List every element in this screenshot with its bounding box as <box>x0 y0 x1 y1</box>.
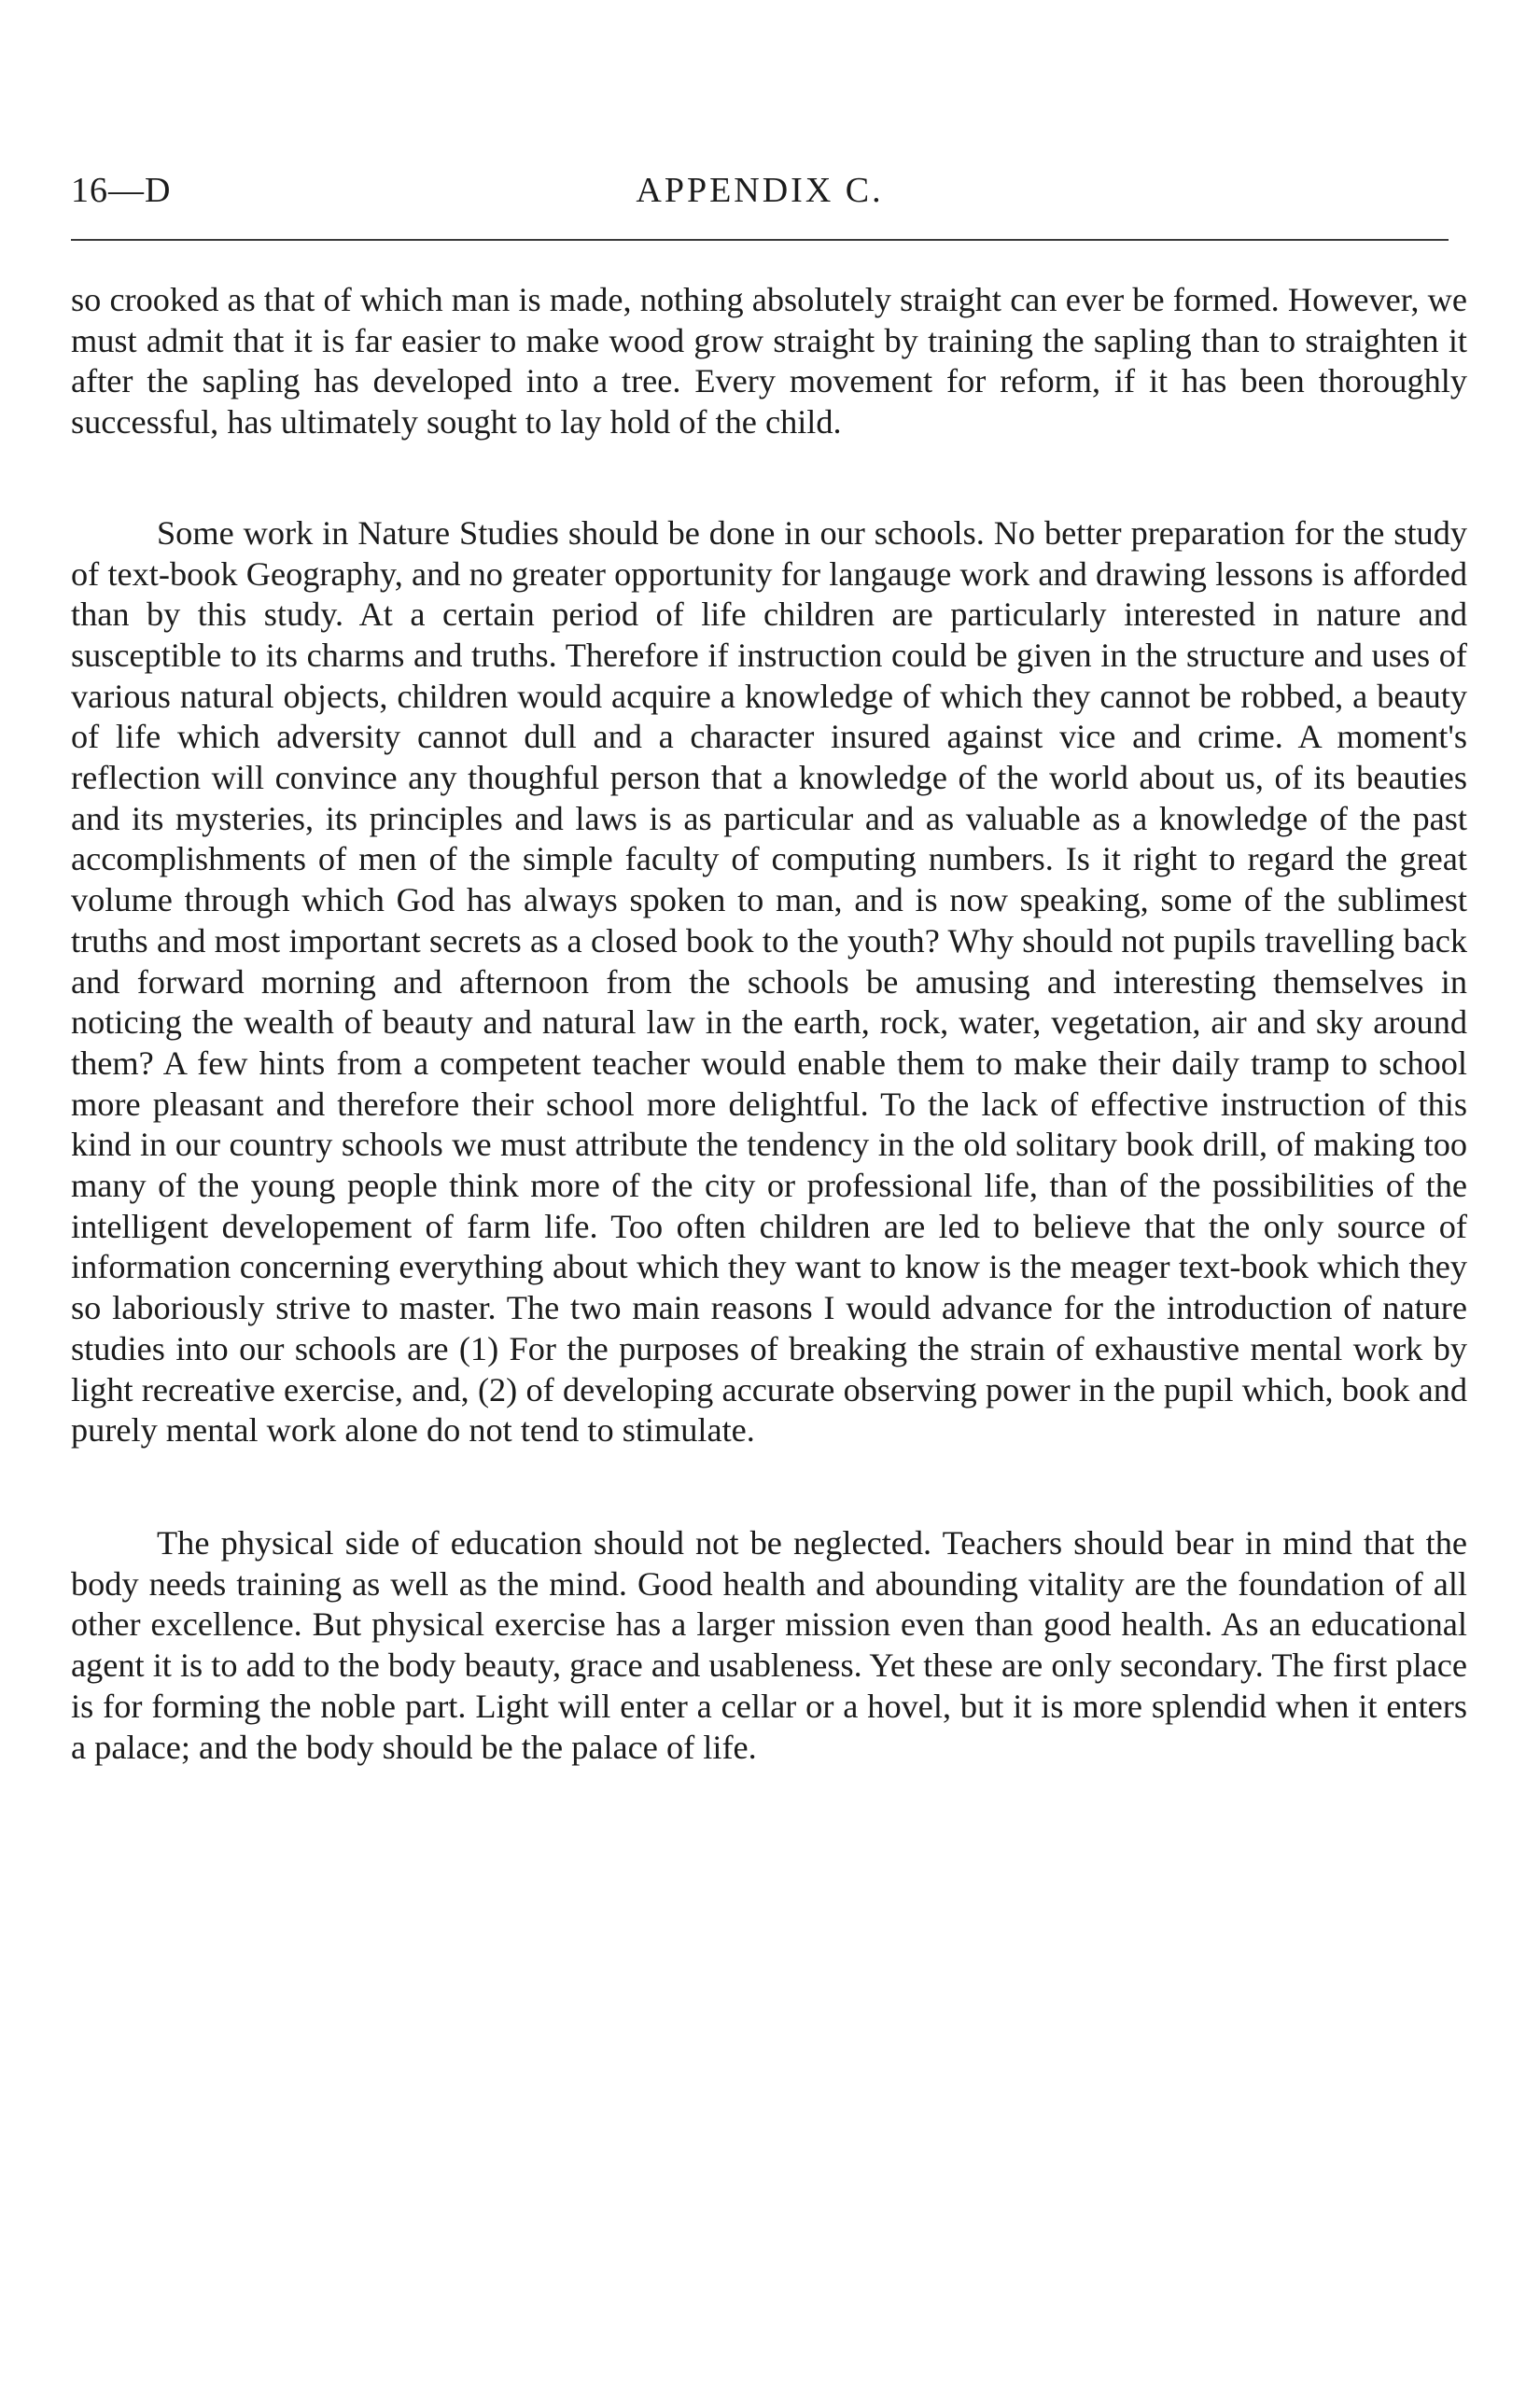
paragraph-nature-studies: Some work in Nature Studies should be done in our schools. No better preparation for the study of text-book Geography, and no greater opportunity for langauge work and drawing lessons is afforded than by this study. At a certain period of life children are particularly interested in nature and susceptible to its charms and truths. Therefore if instruction could be given in the structure and uses of various natural objects, children would acquire a knowledge of which they cannot be robbed, a beauty of life which adversity cannot dull and a character insured against vice and crime. A moment's reflection will convince any thoughful person that a knowledge of the world about us, of its beauties and its mysteries, its principles and laws is as particular and as valuable as a knowledge of the past accomplishments of men of the simple faculty of computing numbers. Is it right to regard the great volume through which God has always spoken to man, and is now speaking, some of the sublimest truths and most important secrets as a closed book to the youth? Why should not pupils travelling back and forward morning and afternoon from the schools be amusing and interesting themselves in noticing the wealth of beauty and natural law in the earth, rock, water, vegetation, air and sky around them? A few hints from a competent teacher would enable them to make their daily tramp to school more pleasant and therefore their school more delightful. To the lack of effective instruction of this kind in our country schools we must attribute the tendency in the old solitary book drill, of making too many of the young people think more of the city or professional life, than of the possibilities of the intelligent developement of farm life. Too often children are led to believe that the only source of information concerning everything about which they want to know is the meager text-book which they so laboriously strive to master. The two main reasons I would advance for the introduction of nature studies into our schools are (1) For the purposes of breaking the strain of exhaustive mental work by light recreative exercise, and, (2) of developing accurate observing power in the pupil which, book and purely mental work alone do not tend to stimulate. <box>71 513 1467 1450</box>
body-text <box>71 280 1467 1768</box>
paragraph-continuation: so crooked as that of which man is made, nothing absolutely straight can ever be formed. However, we must admit that it is far easier to make wood grow straight by training the sapling than to straighten it after the sapling has developed into a tree. Every movement for reform, if it has been thoroughly successful, has ultimately sought to lay hold of the child. <box>71 281 1467 441</box>
header-rule <box>71 239 1449 241</box>
paragraph-physical-education: The physical side of education should not be neglected. Teachers should bear in mind that the body needs training as well as the mind. Good health and abounding vitality are the foundation of all other excellence. But physical exercise has a larger mission even than good health. As an educational agent it is to add to the body beauty, grace and usableness. Yet these are only secondary. The first place is for forming the noble part. Light will enter a cellar or a hovel, but it is more splendid when it enters a palace; and the body should be the palace of life. <box>71 1523 1467 1766</box>
running-title: APPENDIX C. <box>636 171 884 210</box>
page-header <box>71 170 1449 217</box>
page-number: 16—D <box>71 171 172 210</box>
